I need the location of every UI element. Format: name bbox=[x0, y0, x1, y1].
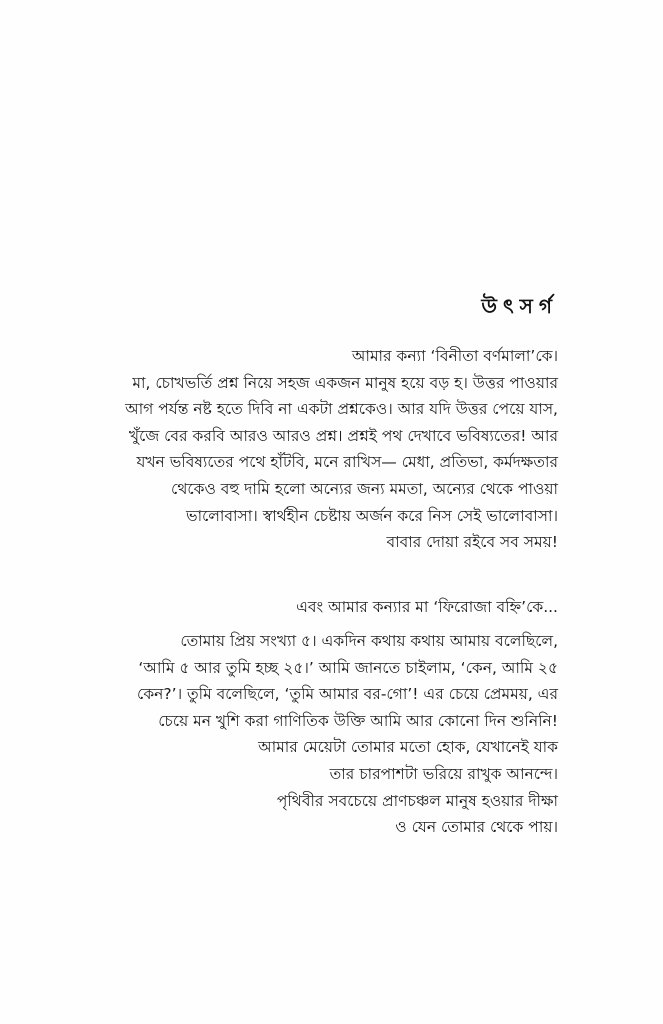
dedication-to-wife-heading bbox=[296, 594, 558, 621]
dedication-to-daughter bbox=[125, 343, 558, 556]
text-line: খুঁজে বের করবি আরও আরও প্রশ্ন। প্রশ্নই পথ দেখাবে ভবিষ্যতের! আর bbox=[128, 426, 558, 445]
text-line: থেকেও বহু দামি হলো অন্যের জন্য মমতা, অন্যের থেকে পাওয়া bbox=[171, 479, 558, 498]
text-line: যখন ভবিষ্যতের পথে হাঁটবি, মনে রাখিস— মেধা, প্রতিভা, কর্মদক্ষতার bbox=[136, 453, 558, 472]
text-line: তোমায় প্রিয় সংখ্যা ৫। একদিন কথায় কথায় আমায় বলেছিলে, bbox=[180, 632, 558, 650]
text-line: তার চারপাশটা ভরিয়ে রাখুক আনন্দে। bbox=[329, 764, 558, 783]
text-line: কেন?’। তুমি বলেছিলে, ‘তুমি আমার বর-গো’! এর চেয়ে প্রেমময়, এর bbox=[137, 685, 558, 704]
page-title: উৎসর্গ bbox=[481, 294, 558, 318]
text-line: আমার মেয়েটা তোমার মতো হোক, যেখানেই যাক bbox=[258, 738, 558, 757]
text-line: ‘আমি ৫ আর তুমি হচ্ছ ২৫।’ আমি জানতে চাইলাম, ‘কেন, আমি ২৫ bbox=[138, 658, 558, 677]
text-line: চেয়ে মন খুশি করা গাণিতিক উক্তি আমি আর কোনো দিন শুনিনি! bbox=[158, 711, 558, 730]
text-line: আগ পর্যন্ত নষ্ট হতে দিবি না একটা প্রশ্নকেও। আর যদি উত্তর পেয়ে যাস, bbox=[125, 400, 558, 419]
text-line: পৃথিবীর সবচেয়ে প্রাণচঞ্চল মানুষ হওয়ার দীক্ষা bbox=[276, 791, 558, 810]
text-line: ও যেন তোমার থেকে পায়। bbox=[395, 818, 558, 837]
text-line: বাবার দোয়া রইবে সব সময়! bbox=[386, 533, 558, 552]
text-line: ভালোবাসা। স্বার্থহীন চেষ্টায় অর্জন করে নিস সেই ভালোবাসা। bbox=[186, 506, 558, 525]
text-line: আমার কন্যা ‘বিনীতা বর্ণমালা’কে। bbox=[351, 347, 558, 365]
section-heading: এবং আমার কন্যার মা ‘ফিরোজা বহ্নি’কে... bbox=[296, 598, 558, 616]
text-line: মা, চোখভর্তি প্রশ্ন নিয়ে সহজ একজন মানুষ হয়ে বড় হ। উত্তর পাওয়ার bbox=[132, 373, 558, 392]
dedication-to-wife bbox=[137, 628, 558, 841]
